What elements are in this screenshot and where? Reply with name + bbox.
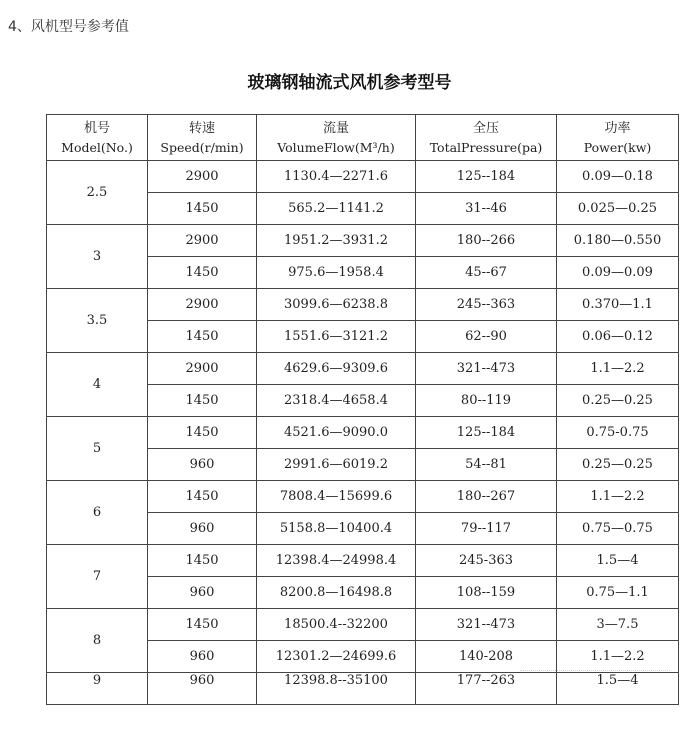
pressure-cell: 62--90 bbox=[416, 321, 557, 353]
header-row bbox=[47, 115, 679, 161]
header-volume-flow-cn: 流量 bbox=[322, 120, 349, 136]
pressure-cell: 180--266 bbox=[416, 225, 557, 257]
speed-cell: 1450 bbox=[148, 385, 257, 417]
speed-cell: 1450 bbox=[148, 257, 257, 289]
table-row bbox=[47, 161, 679, 193]
speed-cell: 2900 bbox=[148, 225, 257, 257]
pressure-cell: 180--267 bbox=[416, 481, 557, 513]
section-label: 4、风机型号参考值 bbox=[8, 19, 129, 35]
model-cell: 5 bbox=[47, 417, 148, 481]
header-speed bbox=[148, 115, 257, 161]
speed-cell: 2900 bbox=[148, 353, 257, 385]
table-row bbox=[47, 545, 679, 577]
flow-cell: 1551.6—3121.2 bbox=[257, 321, 416, 353]
power-cell: 0.25—0.25 bbox=[557, 449, 679, 481]
flow-cell: 12301.2—24699.6 bbox=[257, 641, 416, 673]
flow-cell: 12398.8--35100 bbox=[257, 673, 416, 705]
watermark-smudge bbox=[520, 654, 670, 671]
table-row bbox=[47, 353, 679, 385]
header-total-pressure-en: TotalPressure(pa) bbox=[429, 139, 543, 155]
pressure-cell: 177--263 bbox=[416, 673, 557, 705]
model-cell: 2.5 bbox=[47, 161, 148, 225]
speed-cell: 1450 bbox=[148, 193, 257, 225]
pressure-cell: 321--473 bbox=[416, 353, 557, 385]
model-cell: 3 bbox=[47, 225, 148, 289]
pressure-cell: 245-363 bbox=[416, 545, 557, 577]
pressure-cell: 125--184 bbox=[416, 417, 557, 449]
header-power bbox=[557, 115, 679, 161]
model-cell: 8 bbox=[47, 609, 148, 673]
flow-cell: 1130.4—2271.6 bbox=[257, 161, 416, 193]
flow-cell: 565.2—1141.2 bbox=[257, 193, 416, 225]
header-total-pressure-cn: 全压 bbox=[472, 120, 499, 136]
pressure-cell: 321--473 bbox=[416, 609, 557, 641]
power-cell: 0.75—0.75 bbox=[557, 513, 679, 545]
model-cell: 3.5 bbox=[47, 289, 148, 353]
speed-cell: 1450 bbox=[148, 609, 257, 641]
model-cell: 9 bbox=[47, 673, 148, 705]
table-row bbox=[47, 609, 679, 641]
fan-spec-table bbox=[46, 114, 679, 705]
table-row bbox=[47, 417, 679, 449]
flow-cell: 12398.4—24998.4 bbox=[257, 545, 416, 577]
speed-cell: 1450 bbox=[148, 417, 257, 449]
power-cell: 1.1—2.2 bbox=[557, 481, 679, 513]
model-cell: 7 bbox=[47, 545, 148, 609]
header-model bbox=[47, 115, 148, 161]
table-row bbox=[47, 225, 679, 257]
header-volume-flow bbox=[257, 115, 416, 161]
model-cell: 6 bbox=[47, 481, 148, 545]
flow-cell: 4521.6—9090.0 bbox=[257, 417, 416, 449]
power-cell: 0.75—1.1 bbox=[557, 577, 679, 609]
speed-cell: 960 bbox=[148, 641, 257, 673]
table-row bbox=[47, 673, 679, 705]
pressure-cell: 31--46 bbox=[416, 193, 557, 225]
power-cell: 0.09—0.09 bbox=[557, 257, 679, 289]
flow-cell: 1951.2—3931.2 bbox=[257, 225, 416, 257]
pressure-cell: 125--184 bbox=[416, 161, 557, 193]
header-speed-cn: 转速 bbox=[188, 120, 215, 136]
flow-cell: 8200.8—16498.8 bbox=[257, 577, 416, 609]
power-cell: 1.5—4 bbox=[557, 545, 679, 577]
speed-cell: 1450 bbox=[148, 481, 257, 513]
pressure-cell: 79--117 bbox=[416, 513, 557, 545]
model-cell: 4 bbox=[47, 353, 148, 417]
speed-cell: 960 bbox=[148, 449, 257, 481]
pressure-cell: 54--81 bbox=[416, 449, 557, 481]
pressure-cell: 108--159 bbox=[416, 577, 557, 609]
speed-cell: 960 bbox=[148, 513, 257, 545]
flow-cell: 2318.4—4658.4 bbox=[257, 385, 416, 417]
power-cell: 0.025—0.25 bbox=[557, 193, 679, 225]
power-cell: 0.25—0.25 bbox=[557, 385, 679, 417]
flow-cell: 975.6—1958.4 bbox=[257, 257, 416, 289]
header-model-en: Model(No.) bbox=[61, 139, 133, 155]
header-volume-flow-en: VolumeFlow(M³/h) bbox=[277, 139, 395, 155]
table-row bbox=[47, 481, 679, 513]
flow-cell: 18500.4--32200 bbox=[257, 609, 416, 641]
table-row bbox=[47, 289, 679, 321]
header-speed-en: Speed(r/min) bbox=[160, 139, 244, 155]
speed-cell: 960 bbox=[148, 577, 257, 609]
header-power-en: Power(kw) bbox=[583, 139, 652, 155]
power-cell: 3—7.5 bbox=[557, 609, 679, 641]
flow-cell: 2991.6—6019.2 bbox=[257, 449, 416, 481]
document-title: 玻璃钢轴流式风机参考型号 bbox=[247, 73, 452, 93]
power-cell: 1.1—2.2 bbox=[557, 641, 679, 673]
pressure-cell: 140-208 bbox=[416, 641, 557, 673]
power-cell: 0.09—0.18 bbox=[557, 161, 679, 193]
flow-cell: 5158.8—10400.4 bbox=[257, 513, 416, 545]
power-cell: 1.5—4 bbox=[557, 673, 679, 705]
header-power-cn: 功率 bbox=[604, 120, 631, 136]
pressure-cell: 80--119 bbox=[416, 385, 557, 417]
header-total-pressure bbox=[416, 115, 557, 161]
speed-cell: 1450 bbox=[148, 545, 257, 577]
speed-cell: 1450 bbox=[148, 321, 257, 353]
speed-cell: 960 bbox=[148, 673, 257, 705]
flow-cell: 3099.6—6238.8 bbox=[257, 289, 416, 321]
power-cell: 1.1—2.2 bbox=[557, 353, 679, 385]
speed-cell: 2900 bbox=[148, 289, 257, 321]
power-cell: 0.180—0.550 bbox=[557, 225, 679, 257]
power-cell: 0.75-0.75 bbox=[557, 417, 679, 449]
speed-cell: 2900 bbox=[148, 161, 257, 193]
flow-cell: 4629.6—9309.6 bbox=[257, 353, 416, 385]
pressure-cell: 245--363 bbox=[416, 289, 557, 321]
pressure-cell: 45--67 bbox=[416, 257, 557, 289]
power-cell: 0.06—0.12 bbox=[557, 321, 679, 353]
flow-cell: 7808.4—15699.6 bbox=[257, 481, 416, 513]
header-model-cn: 机号 bbox=[83, 120, 110, 136]
power-cell: 0.370—1.1 bbox=[557, 289, 679, 321]
